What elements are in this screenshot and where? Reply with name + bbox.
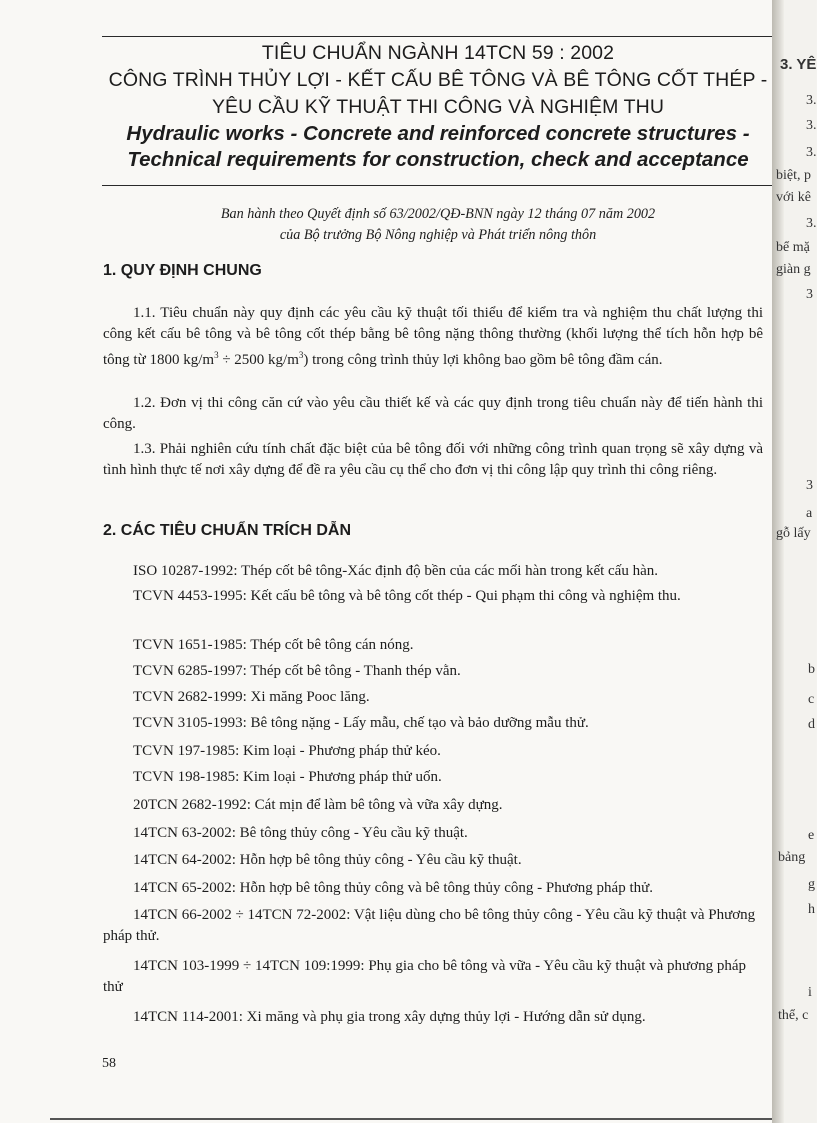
facing-page-fragment: 3. [806,118,817,133]
reference-item: TCVN 1651-1985: Thép cốt bê tông cán nóng. [133,637,414,653]
top-rule [102,36,774,37]
section-2-heading: 2. CÁC TIÊU CHUẨN TRÍCH DẪN [103,522,351,539]
reference-item: TCVN 2682-1999: Xi măng Pooc lăng. [133,689,370,705]
reference-item: 14TCN 114-2001: Xi măng và phụ gia trong xây dựng thủy lợi - Hướng dẫn sử dụng. [133,1009,646,1025]
facing-page-fragment: d [808,717,815,732]
facing-page-fragment: gỗ lấy [776,526,811,541]
issuance-line-1: Ban hành theo Quyết định số 63/2002/QĐ-BNN ngày 12 tháng 07 năm 2002 [220,206,656,222]
facing-page-edge [776,0,817,1123]
facing-page-fragment: b [808,662,815,677]
facing-page-fragment: thể, c [778,1008,809,1023]
reference-item: 14TCN 63-2002: Bê tông thủy công - Yêu cầu kỹ thuật. [133,825,468,841]
facing-page-fragment: 3. [806,93,817,108]
paragraph-1-3: 1.3. Phải nghiên cứu tính chất đặc biệt của bê tông đối với những công trình quan trọng sẽ xây dựng và tình hình thực tế nơi xây dựng để đề ra yêu cầu cụ thể cho đơn vị thi công lập quy trình thi công riêng. [103,441,763,478]
title-block [100,40,776,173]
paragraph-1-1 [103,303,763,371]
issuance-line-2: của Bộ trưởng Bộ Nông nghiệp và Phát triển nông thôn [279,227,597,243]
facing-page-fragment: giàn g [776,262,811,277]
paragraph-1-1-text-c: ) trong công trình thủy lợi không bao gồm bê tông đầm cán. [303,352,663,368]
superscript-cubic-2: 3 [298,350,304,360]
section-1-heading: 1. QUY ĐỊNH CHUNG [103,262,262,279]
facing-page-fragment: 3. [806,216,817,231]
reference-item: TCVN 198-1985: Kim loại - Phương pháp thử uốn. [133,769,442,785]
title-underline [102,185,774,186]
facing-page-fragment: g [808,877,815,892]
facing-page-fragment: a [806,506,813,521]
reference-item: TCVN 197-1985: Kim loại - Phương pháp thử kéo. [133,743,441,759]
facing-page-fragment: 3. YÊ [780,56,817,73]
facing-page-fragment: 3. [806,145,817,160]
facing-page-fragment: bể mặ [776,240,810,255]
reference-item: 14TCN 103-1999 ÷ 14TCN 109:1999: Phụ gia cho bê tông và vữa - Yêu cầu kỹ thuật và phương pháp thử [103,958,747,995]
title-vn-line-2: YÊU CẦU KỸ THUẬT THI CÔNG VÀ NGHIỆM THU [211,96,665,118]
title-standard-code: TIÊU CHUẨN NGÀNH 14TCN 59 : 2002 [261,42,615,64]
facing-page-fragment: h [808,902,815,917]
issuance-note [102,204,774,246]
facing-page-fragment: bảng [778,850,806,865]
reference-item: 14TCN 65-2002: Hỗn hợp bê tông thủy công và bê tông thủy công - Phương pháp thử. [133,880,653,896]
reference-item: 14TCN 66-2002 ÷ 14TCN 72-2002: Vật liệu dùng cho bê tông thủy công - Yêu cầu kỹ thuật và Phương pháp thử. [103,907,756,944]
facing-page-fragment: c [808,692,815,707]
superscript-cubic-1: 3 [214,350,219,360]
reference-item: TCVN 4453-1995: Kết cấu bê tông và bê tông cốt thép - Qui phạm thi công và nghiệm thu. [133,588,681,604]
facing-page-fragment: e [808,828,815,843]
page-number: 58 [102,1056,116,1071]
reference-item: 20TCN 2682-1992: Cát mịn để làm bê tông và vữa xây dựng. [133,797,503,813]
reference-item: 14TCN 64-2002: Hỗn hợp bê tông thủy công - Yêu cầu kỹ thuật. [133,852,522,868]
title-en-line-2: Technical requirements for construction, check and acceptance [127,148,749,171]
bottom-rule [50,1118,774,1120]
paragraph-1-1-text-a: 1.1. Tiêu chuẩn này quy định các yêu cầu kỹ thuật tối thiểu để kiểm tra và nghiệm thu chất lượng thi công kết cấu bê tông và bê tông cốt thép bằng bê tông nặng thông thường (khối lượng thể tích hỗn hợp bê tông từ 1800 kg/m [103,305,763,368]
facing-page-fragment: biệt, p [776,168,811,183]
paragraph-1-2: 1.2. Đơn vị thi công căn cứ vào yêu cầu thiết kế và các quy định trong tiêu chuẩn này để tiến hành thi công. [103,395,763,432]
title-en-line-1: Hydraulic works - Concrete and reinforced concrete structures - [126,122,750,145]
reference-item: TCVN 3105-1993: Bê tông nặng - Lấy mẫu, chế tạo và bảo dưỡng mẫu thử. [133,715,589,731]
title-vn-line-1: CÔNG TRÌNH THỦY LỢI - KẾT CẤU BÊ TÔNG VÀ BÊ TÔNG CỐT THÉP - [108,69,768,91]
paragraph-1-1-text-b: ÷ 2500 kg/m [218,352,299,368]
reference-item: ISO 10287-1992: Thép cốt bê tông-Xác định độ bền của các mối hàn trong kết cấu hàn. [133,563,658,579]
facing-page-fragment: với kê [776,190,812,205]
facing-page-fragment: i [808,985,812,1000]
facing-page-fragment: 3 [806,287,813,302]
reference-item: TCVN 6285-1997: Thép cốt bê tông - Thanh thép vằn. [133,663,461,679]
facing-page-fragment: 3 [806,478,813,493]
